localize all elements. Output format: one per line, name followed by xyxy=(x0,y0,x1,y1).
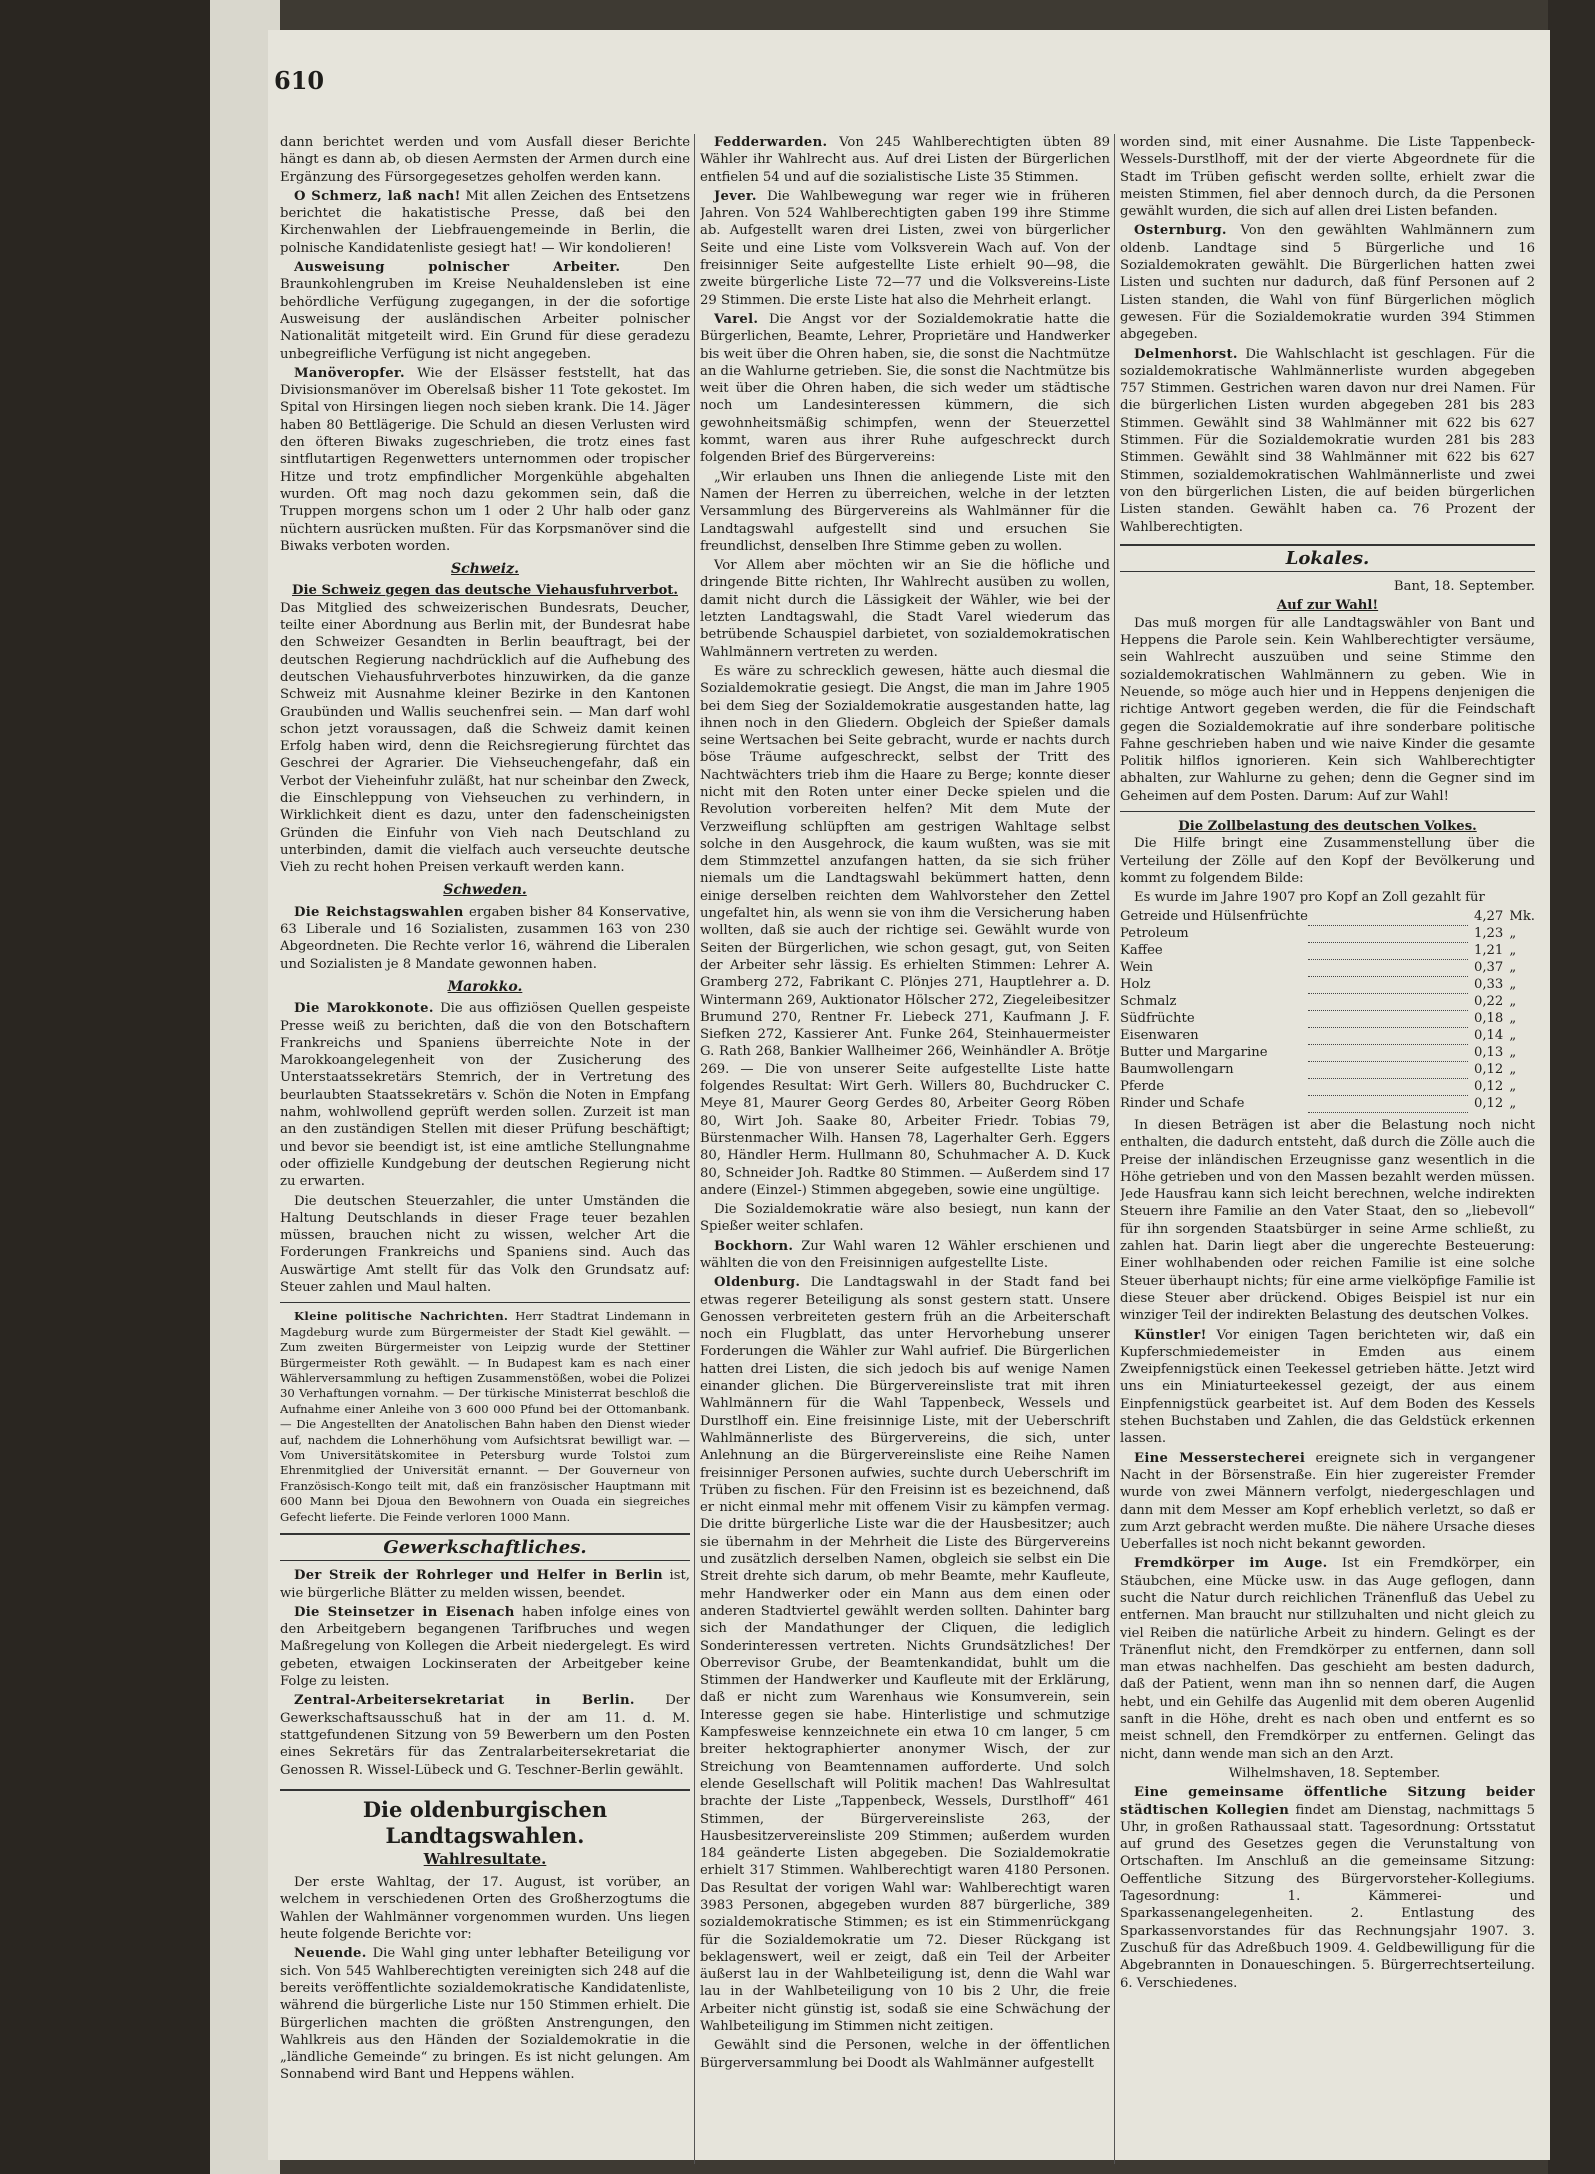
table-row xyxy=(1120,959,1535,976)
zoll-item-value: 1,21 xyxy=(1473,943,1504,959)
article-keyword: Zentral-Arbeitersekretariat in Berlin. xyxy=(294,1693,635,1709)
zoll-item-unit: „ xyxy=(1509,1028,1517,1044)
table-row xyxy=(1120,1061,1535,1078)
leader-dots xyxy=(1308,1044,1468,1061)
leader-dots xyxy=(1308,1061,1468,1078)
article-keyword: Fremdkörper im Auge. xyxy=(1134,1556,1328,1572)
zoll-item-unit: „ xyxy=(1509,1096,1517,1112)
paragraph: Vor Allem aber möchten wir an Sie die höfliche und dringende Bitte richten, Ihr Wahlrecht ausüben zu wollen, damit nicht durch die Lässigkeit der Wähler, wie bei der letzten Landtagswahl, die Stadt Varel wiederum das betrübende Schauspiel darbietet, von sozialdemokratischen Wahlmännern vertreten zu werden. xyxy=(700,558,1110,660)
paragraph xyxy=(1120,346,1535,536)
zoll-item-value: 1,23 xyxy=(1473,926,1504,942)
article-text: Ist ein Fremdkörper, ein Stäubchen, eine Mücke usw. in das Auge geflogen, dann sucht die Natur durch reichlichen Tränenfluß das Uebel zu entfernen. Man braucht nur stillzuhalten und nicht gleich zu viel Reiben die natürliche Arbeit zu hindern. Gelingt es der Tränenflut nicht, den Fremdkörper zu entfernen, dann soll man etwas nachhelfen. Das geschieht am besten dadurch, daß der Patient, wenn man ihn so nennen darf, die Augen hebt, und ein Gehilfe das Augenlid mit dem oberen Augenlid sanft in die Höhe, dreht es nach oben und entfernt es so meist schnell, den Fremdkörper zu entfernen. Gelingt das nicht, dann wende man sich an den Arzt. xyxy=(1120,1556,1535,1762)
leader-dots xyxy=(1308,908,1468,925)
article-text: ereignete sich in vergangener Nacht in der Börsenstraße. Ein hier zugereister Fremder wurde von zwei Männern verfolgt, niedergeschlagen und dann mit dem Messer am Kopf erheblich verletzt, so daß er zum Arzt gebracht werden mußte. Die nähere Ursache dieses Ueberfalles ist noch nicht bekannt geworden. xyxy=(1120,1450,1535,1553)
article-text: Wie der Elsässer feststellt, hat das Divisionsmanöver im Oberelsaß bisher 11 Tote gekostet. Im Spital von Hirsingen liegen noch sieben krank. Die 14. Jäger haben 80 Bettlägerige. Die Schuld an diesen Verlusten wird den öfteren Biwaks zugeschrieben, die trotz eines fast sintflutartigen Regenwetters unternommen oder tropischer Hitze und trotz empfindlicher Morgenkühle abgehalten wurden. Oft mag noch dazu gekommen sein, daß die Truppen morgens schon um 1 oder 2 Uhr halb oder ganz nüchtern ausrücken mußten. Für das Korpsmanöver sind die Biwaks verboten worden. xyxy=(280,365,690,554)
paragraph: Der erste Wahltag, der 17. August, ist vorüber, an welchem in verschiedenen Orten des Großherzogtums die Wahlen der Wahlmänner vorgenommen wurden. Uns liegen heute folgende Berichte vor: xyxy=(280,1875,690,1943)
article-heading: Auf zur Wahl! xyxy=(1276,598,1379,614)
leader-dots xyxy=(1308,993,1468,1010)
paragraph xyxy=(280,1604,690,1690)
paragraph xyxy=(700,188,1110,309)
article-text: findet am Dienstag, nachmittags 5 Uhr, in großen Rathaussaal statt. Tagesordnung: Ortsstatut auf grund des Gesetzes gegen die Verunstaltung von Ortschaften. Im Anschluß an die gemeinsame Sitzung: Oeffentliche Sitzung des Bürgervorsteher-Kollegiums. Tagesordnung: 1. Kämmerei- und Sparkassenangelegenheiten. 2. Entlastung des Sparkassenvorstandes für das Rechnungsjahr 1907. 3. Zuschuß für das Adreßbuch 1909. 4. Geldbewilligung für die Abgebrannten in Donaueschingen. 5. Bürgerrechtserteilung. 6. Verschiedenes. xyxy=(1120,1802,1535,1991)
table-row xyxy=(1120,993,1535,1010)
column-rule xyxy=(1114,134,1115,2164)
page-number: 610 xyxy=(274,66,325,95)
paragraph: Die deutschen Steuerzahler, die unter Umständen die Haltung Deutschlands in dieser Frage teuer bezahlen müssen, brauchen nicht zu wissen, welcher Art die Forderungen Frankreichs und Spaniens sind. Auch das Auswärtige Amt stellt für das Volk den Grundsatz auf: Steuer zahlen und Maul halten. xyxy=(280,1193,690,1295)
table-row xyxy=(1120,908,1535,925)
leader-dots xyxy=(1308,1078,1468,1095)
article-text: Die aus offiziösen Quellen gespeiste Presse weiß zu berichten, daß die von den Botschaftern Frankreichs und Spaniens überreichte Note in der Marokkoangelegenheit von der Zusicherung des Unterstaatssekretärs Stemrich, der in Vertretung des beurlaubten Staatssekretärs v. Schön die Noten in Empfang nahm, wohlwollend geprüft werden sollen. Zurzeit ist man an den zuständigen Stellen mit dieser Prüfung beschäftigt; und bevor sie beendigt ist, ist eine amtliche Stellungnahme oder offizielle Kundgebung der deutschen Regierung nicht zu erwarten. xyxy=(280,1001,690,1190)
article-keyword: Kleine politische Nachrichten. xyxy=(294,1309,509,1324)
paragraph xyxy=(280,1945,690,2083)
paragraph: Es wurde im Jahre 1907 pro Kopf an Zoll gezahlt für xyxy=(1134,890,1485,906)
leader-dots xyxy=(1308,1027,1468,1044)
column-3 xyxy=(1120,134,1535,2164)
article-keyword: O Schmerz, laß nach! xyxy=(294,188,461,204)
zoll-item-value: 0,13 xyxy=(1473,1045,1504,1061)
divider xyxy=(280,1302,690,1303)
column-1 xyxy=(280,134,690,2164)
paragraph xyxy=(280,1309,690,1525)
table-row xyxy=(1120,1010,1535,1027)
article-heading: Die Schweiz gegen das deutsche Viehausfuhrverbot. xyxy=(292,583,678,599)
zoll-item-unit: „ xyxy=(1509,1062,1517,1078)
article-keyword: Fedderwarden. xyxy=(714,135,828,150)
article-keyword: Neuende. xyxy=(294,1946,367,1962)
article-text: Vor einigen Tagen berichteten wir, daß ein Kupferschmiedemeister in Emden aus einem Zweipfennigstück einen Teekessel getrieben hätte. Jetzt wird uns ein Miniaturteekessel gezeigt, der aus einem Einpfennigstück gearbeitet ist. Auf dem Boden des Kessels stehen Buchstaben und Zahlen, die das Geldstück erkennen lassen. xyxy=(1120,1327,1535,1447)
article-text: Zur Wahl waren 12 Wähler erschienen und wählten die von den Freisinnigen aufgestellte Liste. xyxy=(700,1238,1110,1271)
table-row xyxy=(1120,1095,1535,1112)
zoll-item-name: Pferde xyxy=(1120,1079,1165,1095)
zoll-item-name: Getreide und Hülsenfrüchte xyxy=(1120,909,1308,925)
paragraph: Das muß morgen für alle Landtagswähler von Bant und Heppens die Parole sein. Kein Wahlberechtigter versäume, sein Wahlrecht auszuüben und seine Stimme den sozialdemokratischen Wahlmännern zu geben. Wie in Neuende, so möge auch hier und in Heppens denjenigen die richtige Antwort gegeben werden, die für die Feindschaft gegen die Sozialdemokratie auf ihre sonderbare politische Fahne geschrieben haben und wie naive Kinder die gesamte Politik hilflos ignorieren. Kein sich Wahlberechtigter abhalten, zur Wahlurne zu gehen; denn die Gegner sind im Geheimen auf dem Posten. Darum: Auf zur Wahl! xyxy=(1120,615,1535,804)
article-text: haben infolge eines von den Arbeitgebern begangenen Tarifbruches und wegen Maßregelung von Kollegen die Arbeit niedergelegt. Es wird gebeten, etwaigen Lockinseraten der Arbeitgeber keine Folge zu leisten. xyxy=(280,1604,690,1690)
table-row xyxy=(1120,1078,1535,1095)
article-text: Von den gewählten Wahlmännern zum oldenb. Landtage sind 5 Bürgerliche und 16 Sozialdemokraten gewählt. Die Bürgerlichen hatten zwei Listen und suchten nur dadurch, daß fünf Personen auf 2 Listen standen, die Wahl von fünf Bürgerlichen möglich gewesen. Für die Sozialdemokratie wurden 394 Stimmen abgegeben. xyxy=(1120,223,1535,343)
zoll-item-unit: „ xyxy=(1509,1011,1517,1027)
leader-dots xyxy=(1308,925,1468,942)
zoll-item-unit: „ xyxy=(1509,926,1517,942)
section-heading: Schweden. xyxy=(443,882,527,899)
table-row xyxy=(1120,942,1535,959)
paragraph xyxy=(700,1238,1110,1273)
article-keyword: Eine Messerstecherei xyxy=(1134,1450,1306,1466)
article-keyword: Bockhorn. xyxy=(714,1238,794,1254)
article-text: ergaben bisher 84 Konservative, 63 Liberale und 16 Sozialisten, zusammen 163 von 230 Abgeordneten. Die Rechte verlor 16, während die Liberalen und Sozialisten je 8 Mandate gewonnen haben. xyxy=(280,904,690,972)
headline-landtagswahlen: Die oldenburgischen Landtagswahlen. xyxy=(280,1789,690,1849)
newspaper-page xyxy=(268,30,1550,2160)
paragraph xyxy=(280,188,690,257)
zoll-table xyxy=(1120,908,1535,1113)
zoll-item-name: Südfrüchte xyxy=(1120,1011,1195,1027)
zoll-item-value: 0,33 xyxy=(1473,977,1504,993)
section-heading-lokales: Lokales. xyxy=(1120,544,1535,572)
zoll-item-unit: „ xyxy=(1509,1079,1517,1095)
paragraph: Das Mitglied des schweizerischen Bundesrats, Deucher, teilte einer Abordnung aus Berlin mit, der Bundesrat habe den Schweizer Gesandten in Berlin beauftragt, bei der deutschen Regierung nachdrücklich auf die Aufhebung des deutschen Viehausfuhrverbotes hinzuwirken, da die ganze Schweiz mit Ausnahme kleiner Bezirke in den Kantonen Graubünden und Wallis seuchenfrei sein. — Man darf wohl schon jetzt voraussagen, daß die Schweiz damit keinen Erfolg haben wird, denn die Reichsregierung fürchtet das Geschrei der Agrarier. Die Viehseuchengefahr, daß ein Verbot der Vieheinfuhr zuläßt, hat nur scheinbar den Zweck, die Einschleppung von Viehseuchen zu verhindern, in Wirklichkeit dient es dazu, unter den fadenscheinigsten Gründen die Einfuhr von Vieh nach Deutschland zu unterbinden, damit die vielfach auch verseuchte deutsche Vieh zu recht hohen Preisen verkauft werden kann. xyxy=(280,600,690,876)
article-keyword: Manöveropfer. xyxy=(294,365,405,381)
article-text: Mit allen Zeichen des Entsetzens berichtet die hakatistische Presse, daß bei den Kirchenwahlen der Liebfrauengemeinde in Berlin, die polnische Kandidatenliste gesiegt hat! — Wir kondolieren! xyxy=(280,188,690,256)
zoll-item-name: Holz xyxy=(1120,977,1151,993)
article-keyword: Osternburg. xyxy=(1134,223,1227,239)
paragraph xyxy=(1120,1784,1535,1992)
subheadline: Wahlresultate. xyxy=(423,1849,547,1868)
zoll-item-value: 0,12 xyxy=(1473,1096,1504,1112)
table-row xyxy=(1120,1044,1535,1061)
table-row xyxy=(1120,925,1535,942)
article-text: Von 245 Wahlberechtigten übten 89 Wähler ihr Wahlrecht aus. Auf drei Listen der Bürgerlichen entfielen 54 und auf die sozialistische Liste 35 Stimmen. xyxy=(700,135,1110,185)
table-row xyxy=(1120,976,1535,993)
scan-edge xyxy=(1548,0,1595,2174)
paragraph xyxy=(280,904,690,973)
leader-dots xyxy=(1308,959,1468,976)
paragraph: Gewählt sind die Personen, welche in der öffentlichen Bürgerversammlung bei Doodt als Wahlmänner aufgestellt xyxy=(700,2038,1110,2071)
paragraph xyxy=(1120,1327,1535,1448)
article-text: Die Wahl ging unter lebhafter Beteiligung vor sich. Von 545 Wahlberechtigten vereinigten sich 248 auf die bereits veröffentlichte sozialdemokratische Kandidatenliste, während die bürgerliche Liste nur 150 Stimmen erhielt. Die Bürgerlichen machten die größten Anstrengungen, den Wahlkreis aus den Händen der Sozialdemokratie in die „ländliche Gemeinde“ zu bringen. Es ist nicht gelungen. Am Sonnabend wird Bant und Heppens wählen. xyxy=(280,1946,690,2083)
article-text: Die Wahlschlacht ist geschlagen. Für die sozialdemokratische Wahlmännerliste wurden abgegeben 757 Stimmen. Gestrichen waren davon nur drei Namen. Für die bürgerlichen Listen wurden abgegeben 281 bis 283 Stimmen. Gewählt sind 38 Wahlmänner mit 622 bis 627 Stimmen. Für die Sozialdemokratie wurden 281 bis 283 Stimmen. Gewählt sind 38 Wahlmänner mit 622 bis 627 Stimmen, sozialdemokratischen Wahlmännerliste und zwei von den bürgerlichen Listen, die auf beiden bürgerlichen Listen standen. Gewählt haben ca. 76 Prozent der Wahlberechtigten. xyxy=(1120,346,1535,535)
zoll-item-name: Wein xyxy=(1120,960,1153,976)
dateline: Wilhelmshaven, 18. September. xyxy=(1228,1765,1441,1781)
zoll-item-name: Petroleum xyxy=(1120,926,1189,942)
article-text: Der Gewerkschaftsausschuß hat in der am 11. d. M. stattgefundenen Sitzung von 59 Bewerbern um den Posten eines Sekretärs für das Zentralarbeitersekretariat die Genossen R. Wissel-Lübeck und G. Teschner-Berlin gewählt. xyxy=(280,1693,690,1778)
paragraph: worden sind, mit einer Ausnahme. Die Liste Tappenbeck-Wessels-Durstlhoff, mit der der vierte Abgeordnete für die Stadt im Trüben gefischt werden sollte, erhielt zwar die meisten Stimmen, fiel aber dennoch durch, da die Personen gewählt wurden, die sich auf allen drei Listen befanden. xyxy=(1120,135,1535,220)
section-heading-gewerkschaft: Gewerkschaftliches. xyxy=(280,1533,690,1561)
article-text: Die Angst vor der Sozialdemokratie hatte die Bürgerlichen, Beamte, Lehrer, Proprietäre und Handwerker bis weit über die Ohren haben, sie, die sonst die Nachtmütze an die Wahlurne getrieben. Sie, die sonst die Nachtmütze bis weit über die Ohren haben, die sich weder um städtische noch um Landesinteressen kümmern, die sich gewohnheitsmäßig schimpfen, wenn der Steuerzettel kommt, waren aus ihrer Ruhe aufgeschreckt durch folgenden Brief des Bürgervereins: xyxy=(700,311,1110,466)
paragraph xyxy=(700,1274,1110,2035)
zoll-item-unit: „ xyxy=(1509,943,1517,959)
zoll-item-value: 0,37 xyxy=(1473,960,1504,976)
article-text: Die Landtagswahl in der Stadt fand bei etwas regerer Beteiligung als sonst gestern statt. Unsere Genossen verbreiteten gestern früh an die Arbeiterschaft noch ein Flugblatt, das unter Hervorhebung unserer Forderungen die Wähler zur Wahl aufrief. Die Bürgerlichen hatten drei Listen, die sich jedoch bis auf wenige Namen einander glichen. Die Bürgervereinsliste trat mit ihren Wahlmännern für die Wahl Tappenbeck, Wessels und Durstlhoff ein. Eine freisinnige Liste, mit der Ueberschrift Wahlmännerliste des Bürgervereins, die sich, unter Anlehnung an die Bürgervereinsliste eine Reihe Namen freisinniger Personen aufwies, suchte durch Ueberschrift im Trüben zu fischen. Für den Freisinn ist es bezeichnend, daß er nicht einmal mehr mit offenem Visir zu kämpfen vermag. Die dritte bürgerliche Liste war die der Hausbesitzer; auch sie übernahm in der Mehrheit die Liste des Bürgervereins und zusätzlich derselben Namen, obgleich sie selbst ein Die Streit drehte sich darum, ob mehr Beamte, mehr Kaufleute, mehr Handwerker oder ein Mann aus dem einen oder anderen Stadtviertel gewählt werden sollten. Dahinter barg sich der Mandathunger der Cliquen, die lediglich Sonderinteressen vertreten. Nichts Grundsätzliches! Der Oberrevisor Grube, der Beamtenkandidat, buhlt um die Stimmen der Handwerker und Kaufleute mit der Erklärung, daß er nicht zum Warenhaus wie Konsumverein, sein Interesse gegen sie habe. Hinterlistige und schmutzige Kampfesweise kennzeichnete ein etwa 10 cm langer, 5 cm breiter hektographierter anonymer Wisch, der zur Streichung von Beamtennamen aufforderte. Und solch elende Gesellschaft will Politik machen! Das Wahlresultat brachte der Liste „Tappenbeck, Wessels, Durstlhoff“ 461 Stimmen, der Bürgervereinsliste 263, der Hausbesitzervereinsliste 209 Stimmen; außerdem wurden 184 geänderte Listen abgegeben. Die Sozialdemokratie erhielt 317 Stimmen. Wahlberechtigt waren 4180 Personen. Das Resultat der vorigen Wahl war: Wahlberechtigt waren 3983 Personen, abgegeben wurden 887 bürgerliche, 389 sozialdemokratische Stimmen; es ist ein Stimmenrückgang für die Sozialdemokratie um 72. Dieser Rückgang ist beklagenswert, weil er zeigt, daß ein Teil der Arbeiter äußerst lau in der Wahlbeteiligung ist, denn die Wahl war lau in der Wahlbeteiligung von 10 bis 2 Uhr, die freie Arbeiter nicht günstig ist, sodaß sie eine Schwächung der Wahlbeteiligung im Stimmen nicht zeitigen. xyxy=(700,1275,1110,2035)
article-heading: Die Zollbelastung des deutschen Volkes. xyxy=(1178,818,1477,834)
article-keyword: Der Streik der Rohrleger und Helfer in Berlin xyxy=(294,1568,663,1584)
paragraph: Die Hilfe bringt eine Zusammenstellung über die Verteilung der Zölle auf den Kopf der Bevölkerung und kommt zu folgendem Bilde: xyxy=(1120,836,1535,886)
article-text: Den Braunkohlengruben im Kreise Neuhaldensleben ist eine behördliche Verfügung zugegangen, in der die sofortige Ausweisung der ausländischen Arbeiter polnischer Nationalität mitgeteilt wird. Ein Grund für diese geradezu unbegreifliche Verfügung ist nicht angegeben. xyxy=(280,260,690,362)
article-keyword: Delmenhorst. xyxy=(1134,346,1238,362)
paragraph xyxy=(1120,1450,1535,1554)
zoll-item-name: Kaffee xyxy=(1120,943,1163,959)
zoll-item-value: 0,14 xyxy=(1473,1028,1504,1044)
paragraph xyxy=(280,1692,690,1778)
leader-dots xyxy=(1308,1095,1468,1112)
leader-dots xyxy=(1308,942,1468,959)
dateline: Bant, 18. September. xyxy=(1393,579,1535,595)
article-keyword: Ausweisung polnischer Arbeiter. xyxy=(294,260,621,276)
paragraph: Es wäre zu schrecklich gewesen, hätte auch diesmal die Sozialdemokratie gesiegt. Die Angst, die man im Jahre 1905 bei dem Sieg der Sozialdemokratie ausgestanden hatte, lag ihnen noch in den Gliedern. Obgleich der Spießer damals seine Wertsachen bei Seite gebracht, wurde er nachts durch böse Träume aufgeschreckt, selbst der Tritt des Nachtwächters trieb ihm die Haare zu Berge; konnte dieser nicht mit den Roten unter einer Decke spielen und die Revolution vorbereiten helfen? Mit dem Mute der Verzweiflung schlüpften am gestrigen Wahltage selbst solche in den Ausgehrock, die kaum wußten, was sie mit dem Stimmzettel anzufangen hatten, da sie sich früher niemals um die Landtagswahl bekümmert hatten, denn einige derselben reichten dem Wahlvorsteher den Zettel ungefaltet hin, als wenn sie von ihm die Versicherung haben wollten, daß sie auch der richtige sei. Gewählt wurde von Seiten der Bürgerlichen, wie schon gesagt, gut, von Seiten der Arbeiter sehr lässig. Es erhielten Stimmen: Lehrer A. Gramberg 272, Fabrikant C. Plönjes 271, Hauptlehrer a. D. Wintermann 269, Auktionator Hölscher 272, Ziegeleibesitzer Brumund 270, Rentner Fr. Liebeck 271, Kaufmann J. F. Siefken 272, Kassierer Ant. Funke 264, Steinhauermeister G. Rath 268, Bankier Wallheimer 266, Weinhändler A. Brötje 269. — Die von unserer Seite aufgestellte Liste hatte folgendes Resultat: Wirt Gerh. Willers 80, Buchdrucker C. Meye 81, Maurer Georg Gerdes 80, Arbeiter Georg Röben 80, Wirt Joh. Saake 80, Arbeiter Friedr. Tobias 79, Bürstenmacher Wilh. Hansen 78, Lagerhalter Gerh. Eggers 80, Händler Herm. Hullmann 80, Schuhmacher A. D. Kuck 80, Schneider Joh. Radtke 80 Stimmen. — Außerdem sind 17 andere (Einzel-) Stimmen abgegeben, sowie eine ungültige. xyxy=(700,663,1110,1198)
paragraph: In diesen Beträgen ist aber die Belastung noch nicht enthalten, die dadurch entsteht, daß durch die Zölle auch die Preise der inländischen Erzeugnisse ganz wesentlich in die Höhe getrieben und von den Massen bezahlt werden müssen. Jede Hausfrau kann sich leicht berechnen, welche indirekten Steuern ihre Familie an den Vater Staat, den so „liebevoll“ für ihn sorgenden Staatsbürger in seine Arme schließt, zu zahlen hat. Darin liegt aber die ungerechte Besteuerung: Einer wohlhabenden oder reichen Familie ist eine solche Steuer überhaupt nichts; für eine arme vielköpfige Familie ist diese Steuer aber drückend. Obiges Beispiel ist nur ein winziger Teil der indirekten Belastung des deutschen Volkes. xyxy=(1120,1117,1535,1324)
column-rule xyxy=(694,134,695,2164)
zoll-table-body xyxy=(1120,908,1535,1112)
zoll-item-name: Butter und Margarine xyxy=(1120,1045,1268,1061)
paragraph xyxy=(1120,222,1535,343)
paragraph xyxy=(280,365,690,555)
paragraph: dann berichtet werden und vom Ausfall dieser Berichte hängt es dann ab, ob diesen Aermsten der Armen durch eine Ergänzung des Fürsorgegesetzes geholfen werden kann. xyxy=(280,135,690,185)
section-heading: Marokko. xyxy=(447,978,523,995)
zoll-item-unit: „ xyxy=(1509,960,1517,976)
book-binding xyxy=(0,0,210,2174)
paragraph xyxy=(700,134,1110,186)
paragraph: Die Sozialdemokratie wäre also besiegt, nun kann der Spießer weiter schlafen. xyxy=(700,1202,1110,1235)
zoll-item-value: 0,18 xyxy=(1473,1011,1504,1027)
article-text: ist, wie bürgerliche Blätter zu melden wissen, beendet. xyxy=(280,1568,690,1601)
paragraph xyxy=(280,1000,690,1190)
article-keyword: Künstler! xyxy=(1134,1327,1207,1343)
zoll-item-name: Baumwollengarn xyxy=(1120,1062,1234,1078)
paragraph: „Wir erlauben uns Ihnen die anliegende Liste mit den Namen der Herren zu überreichen, welche in der letzten Versammlung des Bürgervereins als Wahlmänner für die Landtagswahl aufgestellt sind und ersuchen Sie freundlichst, denselben Ihre Stimme geben zu wollen. xyxy=(700,469,1110,554)
zoll-item-value: 0,22 xyxy=(1473,994,1504,1010)
zoll-item-name: Rinder und Schafe xyxy=(1120,1096,1245,1112)
article-keyword: Die Steinsetzer in Eisenach xyxy=(294,1604,515,1620)
zoll-item-unit: Mk. xyxy=(1509,909,1535,925)
section-heading: Schweiz. xyxy=(451,561,519,578)
paragraph xyxy=(280,259,690,363)
article-keyword: Eine gemeinsame öffentliche Sitzung beider städtischen Kollegien xyxy=(1120,1785,1535,1818)
article-keyword: Die Marokkonote. xyxy=(294,1001,434,1017)
article-keyword: Varel. xyxy=(714,311,759,327)
table-row xyxy=(1120,1027,1535,1044)
leader-dots xyxy=(1308,976,1468,993)
zoll-item-name: Eisenwaren xyxy=(1120,1028,1199,1044)
article-keyword: Jever. xyxy=(714,188,757,204)
leader-dots xyxy=(1308,1010,1468,1027)
article-text: Herr Stadtrat Lindemann in Magdeburg wurde zum Bürgermeister der Stadt Kiel gewählt. — Zum zweiten Bürgermeister von Leipzig wurde der Stettiner Bürgermeister Roth gewählt. — In Budapest kam es nach einer Wählerversammlung zu heftigen Zusammenstößen, wobei die Polizei 30 Verhaftungen vornahm. — Der türkische Ministerrat beschloß die Aufnahme einer Anleihe von 3 600 000 Pfund bei der Ottomanbank. — Die Angestellten der Anatolischen Bahn haben den Dienst wieder auf, nachdem die Lohnerhöhung vom Aufsichtsrat bewilligt war. — Vom Universitätskomitee in Petersburg wurde Tolstoi zum Ehrenmitglied der Universität ernannt. — Der Gouverneur von Französisch-Kongo teilt mit, daß ein französischer Hauptmann mit 600 Mann bei Djoua den Bewohnern von Ouada ein siegreiches Gefecht lieferte. Die Feinde verloren 1000 Mann. xyxy=(280,1309,690,1524)
divider xyxy=(1120,811,1535,812)
article-text: Die Wahlbewegung war reger wie in früheren Jahren. Von 524 Wahlberechtigten gaben 199 ihre Stimme ab. Aufgestellt waren drei Listen, zwei von bürgerlicher Seite und eine Liste vom Volksverein Wach auf. Von der freisinniger Seite aufgestellte Liste erhielt 90—98, die zweite bürgerliche Liste 72—77 und die Volksvereins-Liste 29 Stimmen. Die erste Liste hat also die Mehrheit erlangt. xyxy=(700,188,1110,308)
article-keyword: Die Reichstagswahlen xyxy=(294,904,464,920)
zoll-item-unit: „ xyxy=(1509,977,1517,993)
paragraph xyxy=(700,311,1110,467)
zoll-item-value: 0,12 xyxy=(1473,1062,1504,1078)
zoll-item-value: 0,12 xyxy=(1473,1079,1504,1095)
zoll-item-unit: „ xyxy=(1509,994,1517,1010)
zoll-item-name: Schmalz xyxy=(1120,994,1177,1010)
paragraph xyxy=(1120,1555,1535,1763)
zoll-item-value: 4,27 xyxy=(1473,909,1504,925)
column-2 xyxy=(700,134,1110,2164)
zoll-item-unit: „ xyxy=(1509,1045,1517,1061)
paragraph xyxy=(280,1567,690,1602)
article-keyword: Oldenburg. xyxy=(714,1275,801,1291)
